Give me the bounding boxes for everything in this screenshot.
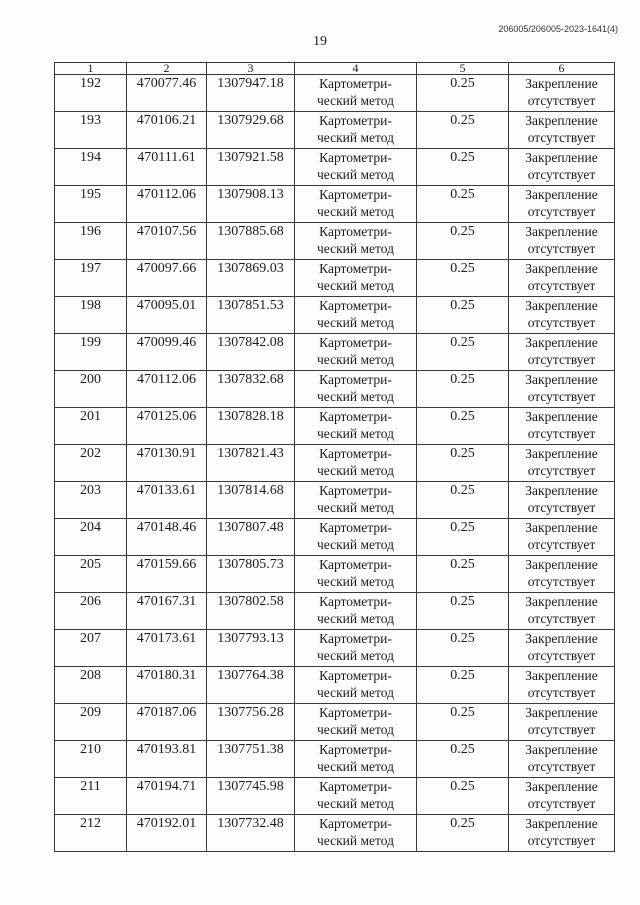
method-line2: ческий метод [317, 537, 394, 552]
coordinates-table [54, 62, 615, 852]
status-line1: Закрепление [525, 150, 598, 165]
status-line2: отсутствует [527, 796, 596, 811]
coordinate-x: 470106.21 [127, 112, 207, 149]
status-line2: отсутствует [527, 574, 596, 589]
method-line1: Картометри- [319, 520, 392, 535]
accuracy: 0.25 [417, 75, 509, 112]
method-line2: ческий метод [317, 648, 394, 663]
coordinate-x: 470095.01 [127, 297, 207, 334]
table-row [55, 297, 615, 334]
table-row [55, 815, 615, 852]
method-line1: Картометри- [319, 335, 392, 350]
method-line1: Картометри- [319, 668, 392, 683]
status-cell [509, 630, 615, 667]
method-line1: Картометри- [319, 742, 392, 757]
status-cell [509, 445, 615, 482]
table-row [55, 408, 615, 445]
method-cell [295, 149, 417, 186]
status-cell [509, 593, 615, 630]
coordinate-y: 1307756.28 [207, 704, 295, 741]
method-cell [295, 75, 417, 112]
status-line1: Закрепление [525, 113, 598, 128]
status-cell [509, 815, 615, 852]
accuracy: 0.25 [417, 186, 509, 223]
table-row [55, 778, 615, 815]
method-line1: Картометри- [319, 261, 392, 276]
method-line2: ческий метод [317, 796, 394, 811]
table-row [55, 186, 615, 223]
point-number: 199 [55, 334, 127, 371]
point-number: 209 [55, 704, 127, 741]
coordinate-x: 470112.06 [127, 186, 207, 223]
accuracy: 0.25 [417, 815, 509, 852]
status-cell [509, 186, 615, 223]
table-row [55, 260, 615, 297]
method-cell [295, 815, 417, 852]
point-number: 212 [55, 815, 127, 852]
method-line2: ческий метод [317, 389, 394, 404]
method-line1: Картометри- [319, 298, 392, 313]
status-line1: Закрепление [525, 594, 598, 609]
method-cell [295, 741, 417, 778]
status-line2: отсутствует [527, 648, 596, 663]
coordinate-y: 1307869.03 [207, 260, 295, 297]
status-line1: Закрепление [525, 372, 598, 387]
status-line1: Закрепление [525, 224, 598, 239]
accuracy: 0.25 [417, 445, 509, 482]
method-line1: Картометри- [319, 409, 392, 424]
point-number: 207 [55, 630, 127, 667]
coordinate-x: 470167.31 [127, 593, 207, 630]
accuracy: 0.25 [417, 334, 509, 371]
status-line1: Закрепление [525, 261, 598, 276]
table-row [55, 445, 615, 482]
coordinate-y: 1307842.08 [207, 334, 295, 371]
column-header: 4 [295, 63, 417, 75]
status-cell [509, 75, 615, 112]
status-line1: Закрепление [525, 483, 598, 498]
status-line1: Закрепление [525, 520, 598, 535]
status-cell [509, 519, 615, 556]
document-id: 206005/206005-2023-1641(4) [498, 24, 618, 34]
status-line1: Закрепление [525, 705, 598, 720]
method-line2: ческий метод [317, 685, 394, 700]
status-line1: Закрепление [525, 409, 598, 424]
method-line1: Картометри- [319, 631, 392, 646]
table-row [55, 75, 615, 112]
table-row [55, 519, 615, 556]
method-line1: Картометри- [319, 816, 392, 831]
method-line2: ческий метод [317, 204, 394, 219]
point-number: 208 [55, 667, 127, 704]
status-line1: Закрепление [525, 668, 598, 683]
coordinate-y: 1307921.58 [207, 149, 295, 186]
coordinate-y: 1307764.38 [207, 667, 295, 704]
status-line1: Закрепление [525, 742, 598, 757]
method-cell [295, 334, 417, 371]
status-cell [509, 408, 615, 445]
point-number: 206 [55, 593, 127, 630]
method-cell [295, 556, 417, 593]
method-cell [295, 482, 417, 519]
table-row [55, 482, 615, 519]
coordinate-x: 470099.46 [127, 334, 207, 371]
method-line2: ческий метод [317, 426, 394, 441]
page-number: 19 [313, 34, 327, 49]
point-number: 200 [55, 371, 127, 408]
point-number: 196 [55, 223, 127, 260]
coordinate-y: 1307821.43 [207, 445, 295, 482]
method-cell [295, 223, 417, 260]
point-number: 202 [55, 445, 127, 482]
status-cell [509, 482, 615, 519]
method-cell [295, 704, 417, 741]
coordinate-y: 1307929.68 [207, 112, 295, 149]
point-number: 205 [55, 556, 127, 593]
coordinate-y: 1307885.68 [207, 223, 295, 260]
point-number: 197 [55, 260, 127, 297]
method-line2: ческий метод [317, 93, 394, 108]
method-line1: Картометри- [319, 187, 392, 202]
method-line1: Картометри- [319, 224, 392, 239]
table-row [55, 371, 615, 408]
accuracy: 0.25 [417, 593, 509, 630]
method-line1: Картометри- [319, 705, 392, 720]
coordinate-y: 1307851.53 [207, 297, 295, 334]
coordinate-x: 470130.91 [127, 445, 207, 482]
coordinate-x: 470077.46 [127, 75, 207, 112]
accuracy: 0.25 [417, 556, 509, 593]
method-line2: ческий метод [317, 315, 394, 330]
status-cell [509, 741, 615, 778]
coordinate-x: 470187.06 [127, 704, 207, 741]
method-line1: Картометри- [319, 113, 392, 128]
coordinate-x: 470107.56 [127, 223, 207, 260]
status-line2: отсутствует [527, 722, 596, 737]
coordinate-y: 1307802.58 [207, 593, 295, 630]
status-line2: отсутствует [527, 204, 596, 219]
method-line1: Картометри- [319, 594, 392, 609]
status-cell [509, 778, 615, 815]
accuracy: 0.25 [417, 704, 509, 741]
method-line1: Картометри- [319, 372, 392, 387]
point-number: 198 [55, 297, 127, 334]
coordinate-x: 470097.66 [127, 260, 207, 297]
method-line2: ческий метод [317, 574, 394, 589]
coordinate-x: 470148.46 [127, 519, 207, 556]
method-line1: Картометри- [319, 483, 392, 498]
status-line1: Закрепление [525, 557, 598, 572]
method-line2: ческий метод [317, 611, 394, 626]
accuracy: 0.25 [417, 482, 509, 519]
status-line1: Закрепление [525, 76, 598, 91]
table-body [55, 75, 615, 852]
accuracy: 0.25 [417, 149, 509, 186]
accuracy: 0.25 [417, 223, 509, 260]
status-cell [509, 112, 615, 149]
method-line1: Картометри- [319, 557, 392, 572]
point-number: 201 [55, 408, 127, 445]
coordinate-y: 1307908.13 [207, 186, 295, 223]
column-header: 3 [207, 63, 295, 75]
method-cell [295, 371, 417, 408]
method-line2: ческий метод [317, 278, 394, 293]
point-number: 194 [55, 149, 127, 186]
table-row [55, 630, 615, 667]
method-line1: Картометри- [319, 779, 392, 794]
coordinate-x: 470133.61 [127, 482, 207, 519]
status-line2: отсутствует [527, 352, 596, 367]
status-line2: отсутствует [527, 759, 596, 774]
column-header: 5 [417, 63, 509, 75]
accuracy: 0.25 [417, 630, 509, 667]
status-line2: отсутствует [527, 833, 596, 848]
status-line1: Закрепление [525, 446, 598, 461]
coordinate-y: 1307732.48 [207, 815, 295, 852]
coordinate-x: 470112.06 [127, 371, 207, 408]
table-row [55, 112, 615, 149]
table-row [55, 704, 615, 741]
point-number: 192 [55, 75, 127, 112]
status-cell [509, 704, 615, 741]
status-line2: отсутствует [527, 500, 596, 515]
table-row [55, 334, 615, 371]
status-line2: отсутствует [527, 611, 596, 626]
coordinate-y: 1307814.68 [207, 482, 295, 519]
status-line2: отсутствует [527, 241, 596, 256]
method-line2: ческий метод [317, 500, 394, 515]
method-line2: ческий метод [317, 759, 394, 774]
method-line2: ческий метод [317, 722, 394, 737]
method-line2: ческий метод [317, 833, 394, 848]
coordinate-x: 470159.66 [127, 556, 207, 593]
table-row [55, 223, 615, 260]
status-cell [509, 371, 615, 408]
status-line2: отсутствует [527, 167, 596, 182]
point-number: 211 [55, 778, 127, 815]
coordinate-x: 470192.01 [127, 815, 207, 852]
accuracy: 0.25 [417, 741, 509, 778]
status-line1: Закрепление [525, 335, 598, 350]
method-cell [295, 186, 417, 223]
table-row [55, 556, 615, 593]
status-cell [509, 223, 615, 260]
status-line2: отсутствует [527, 426, 596, 441]
table-row [55, 149, 615, 186]
column-header: 6 [509, 63, 615, 75]
method-cell [295, 519, 417, 556]
status-line2: отсутствует [527, 278, 596, 293]
method-cell [295, 667, 417, 704]
status-line2: отсутствует [527, 537, 596, 552]
method-line1: Картометри- [319, 446, 392, 461]
coordinate-x: 470173.61 [127, 630, 207, 667]
status-line2: отсутствует [527, 130, 596, 145]
status-cell [509, 149, 615, 186]
accuracy: 0.25 [417, 667, 509, 704]
accuracy: 0.25 [417, 260, 509, 297]
status-cell [509, 260, 615, 297]
method-cell [295, 630, 417, 667]
table-row [55, 593, 615, 630]
status-cell [509, 334, 615, 371]
table-row [55, 741, 615, 778]
coordinate-x: 470194.71 [127, 778, 207, 815]
coordinate-y: 1307828.18 [207, 408, 295, 445]
status-line2: отсутствует [527, 315, 596, 330]
coordinate-y: 1307832.68 [207, 371, 295, 408]
method-line2: ческий метод [317, 130, 394, 145]
method-line2: ческий метод [317, 463, 394, 478]
accuracy: 0.25 [417, 112, 509, 149]
point-number: 210 [55, 741, 127, 778]
status-cell [509, 556, 615, 593]
coordinate-y: 1307793.13 [207, 630, 295, 667]
status-line1: Закрепление [525, 816, 598, 831]
method-cell [295, 112, 417, 149]
method-cell [295, 445, 417, 482]
coordinate-x: 470111.61 [127, 149, 207, 186]
point-number: 204 [55, 519, 127, 556]
coordinate-x: 470193.81 [127, 741, 207, 778]
method-line1: Картометри- [319, 76, 392, 91]
status-line1: Закрепление [525, 187, 598, 202]
method-line2: ческий метод [317, 352, 394, 367]
point-number: 195 [55, 186, 127, 223]
method-cell [295, 297, 417, 334]
table-row [55, 667, 615, 704]
coordinate-y: 1307807.48 [207, 519, 295, 556]
method-line2: ческий метод [317, 241, 394, 256]
accuracy: 0.25 [417, 371, 509, 408]
coordinate-y: 1307947.18 [207, 75, 295, 112]
accuracy: 0.25 [417, 519, 509, 556]
coordinate-x: 470180.31 [127, 667, 207, 704]
point-number: 193 [55, 112, 127, 149]
accuracy: 0.25 [417, 297, 509, 334]
coordinate-y: 1307745.98 [207, 778, 295, 815]
accuracy: 0.25 [417, 408, 509, 445]
accuracy: 0.25 [417, 778, 509, 815]
status-line1: Закрепление [525, 631, 598, 646]
status-cell [509, 667, 615, 704]
status-line1: Закрепление [525, 298, 598, 313]
table-header-row [55, 63, 615, 75]
coordinate-x: 470125.06 [127, 408, 207, 445]
status-line2: отсутствует [527, 463, 596, 478]
status-cell [509, 297, 615, 334]
method-line1: Картометри- [319, 150, 392, 165]
column-header: 2 [127, 63, 207, 75]
method-cell [295, 778, 417, 815]
method-cell [295, 408, 417, 445]
column-header: 1 [55, 63, 127, 75]
coordinate-y: 1307805.73 [207, 556, 295, 593]
method-cell [295, 260, 417, 297]
coordinate-y: 1307751.38 [207, 741, 295, 778]
status-line2: отсутствует [527, 685, 596, 700]
status-line2: отсутствует [527, 389, 596, 404]
status-line2: отсутствует [527, 93, 596, 108]
method-line2: ческий метод [317, 167, 394, 182]
method-cell [295, 593, 417, 630]
point-number: 203 [55, 482, 127, 519]
status-line1: Закрепление [525, 779, 598, 794]
